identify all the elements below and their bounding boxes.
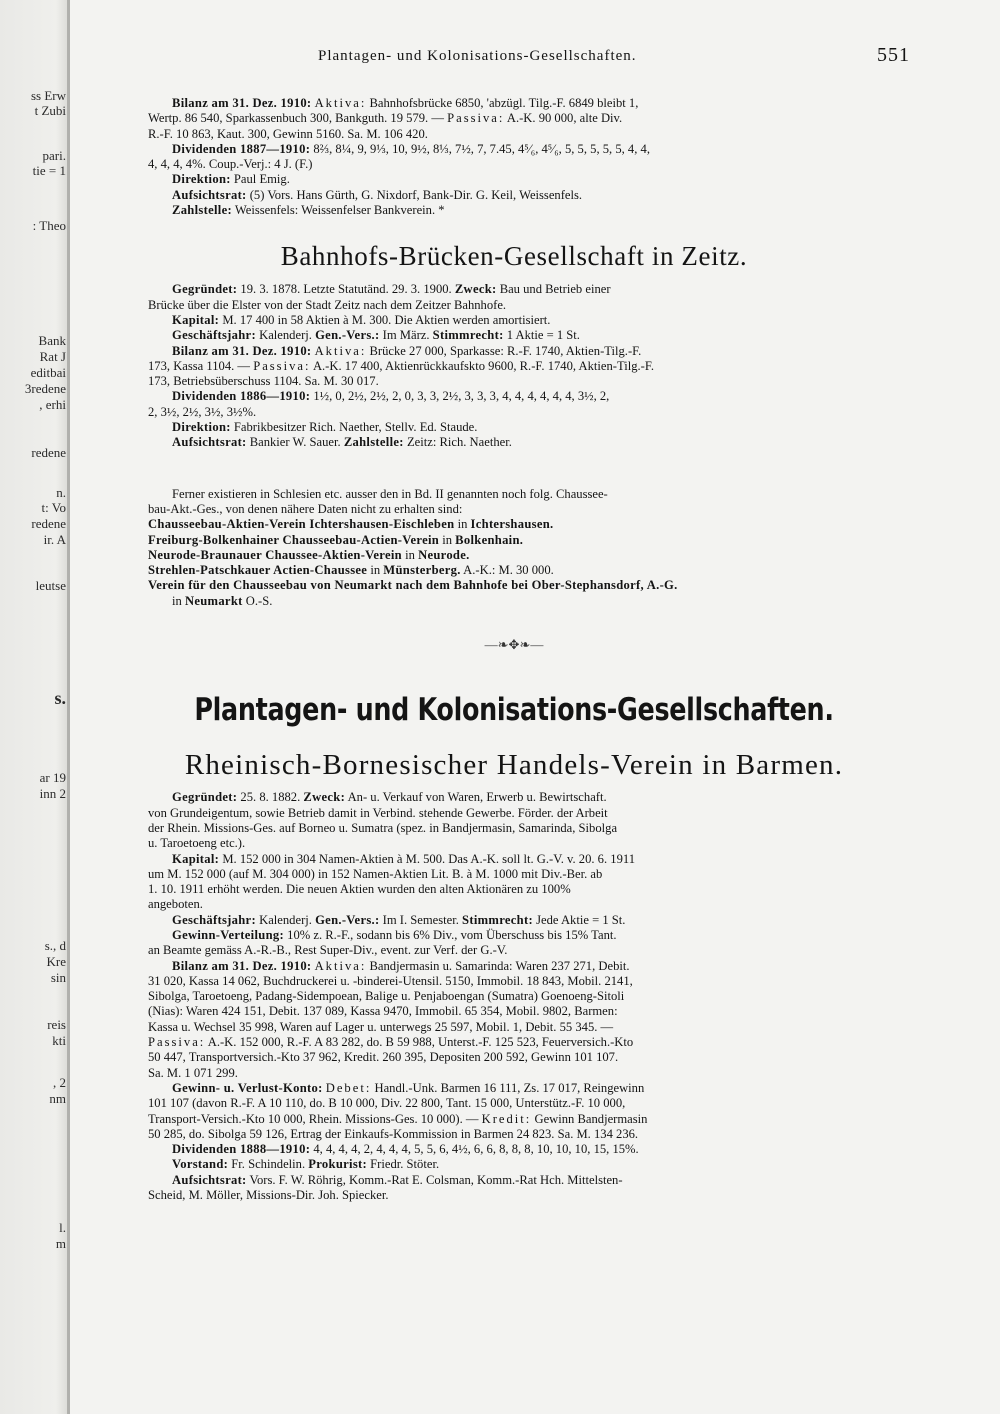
text-line: Gegründet: 25. 8. 1882. Zweck: An- u. Verkauf von Waren, Erwerb u. Bewirtschaft.: [172, 790, 607, 805]
company-heading: Rheinisch-Bornesischer Handels-Verein in Barmen.: [184, 749, 844, 782]
text-line: 173, Betriebsüberschuss 1104. Sa. M. 30 017.: [148, 374, 379, 389]
text-line: 4, 4, 4, 4%. Coup.-Verj.: 4 J. (F.): [148, 157, 313, 172]
margin-fragment: t Zubi: [34, 103, 66, 118]
text-line: in Neumarkt O.-S.: [172, 593, 273, 608]
text-line: Zahlstelle: Weissenfels: Weissenfelser Bankverein. *: [172, 203, 445, 218]
margin-fragment: , 2: [53, 1075, 66, 1090]
text-line: Sibolga, Taroetoeng, Padang-Sidempoean, Balige u. Penjaboengan (Sumatra) Goenoeng-Sitoli: [148, 989, 625, 1004]
text-line: u. Taroetoeng etc.).: [148, 836, 246, 851]
text-line: Brücke über die Elster von der Stadt Zeitz nach dem Zeitzer Bahnhofe.: [148, 297, 507, 312]
text-line: 50 447, Transportversich.-Kto 37 962, Kredit. 260 395, Depositen 200 592, Gewinn 101 107.: [148, 1050, 619, 1065]
text-line: Bilanz am 31. Dez. 1910: Aktiva: Bandjermasin u. Samarinda: Waren 237 271, Debit.: [172, 958, 630, 973]
margin-fragment: Bank: [38, 333, 66, 348]
margin-fragment: s.: [54, 688, 66, 708]
text-line: Wertp. 86 540, Sparkassenbuch 300, Bankguth. 19 579. — Passiva: A.-K. 90 000, alte Div.: [148, 111, 623, 126]
text-line: Passiva: A.-K. 152 000, R.-F. A 83 282, do. B 59 988, Unterst.-F. 125 523, Feuerversich.-Kto: [148, 1035, 634, 1050]
text-line: Vorstand: Fr. Schindelin. Prokurist: Friedr. Stöter.: [172, 1157, 440, 1172]
text-line: 2, 3½, 2½, 3½, 3½%.: [148, 404, 257, 419]
margin-fragment: l.: [59, 1220, 66, 1235]
text-line: 50 285, do. Sibolga 59 126, Ertrag der Einkaufs-Kommission in Barmen 24 823. Sa. M. 134 236.: [148, 1126, 639, 1141]
margin-fragment: , erhi: [39, 397, 66, 412]
margin-fragment: nm: [49, 1091, 66, 1106]
text-line: (Nias): Waren 424 151, Debit. 137 089, Kassa 9470, Immobil. 65 354, Mobil. 9802, Barmen:: [148, 1004, 618, 1019]
margin-fragment: 3redene: [24, 381, 66, 396]
page-fold-shadow: [67, 0, 70, 1414]
text-line: Direktion: Paul Emig.: [172, 172, 290, 187]
text-line: Aufsichtsrat: Bankier W. Sauer. Zahlstelle: Zeitz: Rich. Naether.: [172, 435, 512, 450]
text-line: 173, Kassa 1104. — Passiva: A.-K. 17 400, Aktienrückkaufskto 9600, R.-F. 1740, Aktien-Tilg.-F.: [148, 358, 654, 373]
company-heading: Bahnhofs-Brücken-Gesellschaft in Zeitz.: [280, 241, 748, 272]
margin-fragment: tie = 1: [32, 163, 66, 178]
margin-fragment: s., d: [44, 938, 66, 953]
text-line: angeboten.: [148, 897, 203, 912]
ornament-divider: —❧✥❧—: [484, 637, 544, 653]
text-line: Kapital: M. 152 000 in 304 Namen-Aktien à M. 500. Das A.-K. soll lt. G.-V. v. 20. 6. 1911: [172, 851, 635, 866]
margin-fragment: inn 2: [39, 786, 66, 801]
margin-fragment: sin: [50, 970, 66, 985]
text-line: bau-Akt.-Ges., von denen nähere Daten nicht zu erhalten sind:: [148, 501, 463, 516]
chaussee-list: [148, 487, 910, 609]
text-line: Direktion: Fabrikbesitzer Rich. Naether, Stellv. Ed. Staude.: [172, 420, 478, 435]
margin-fragment: redene: [31, 516, 66, 531]
text-line: Dividenden 1888—1910: 4, 4, 4, 4, 2, 4, 4, 4, 5, 5, 6, 4½, 6, 6, 8, 8, 8, 10, 10, 10, 15, 15%.: [172, 1142, 639, 1157]
margin-fragment: pari.: [42, 148, 66, 163]
margin-fragment: t: Vo: [41, 500, 66, 515]
text-line: Aufsichtsrat: (5) Vors. Hans Gürth, G. Nixdorf, Bank-Dir. G. Keil, Weissenfels.: [172, 187, 583, 202]
margin-fragment: ss Erw: [30, 88, 66, 103]
text-line: von Grundeigentum, sowie Betrieb damit in Verbind. stehende Gewerbe. Förder. der Arbeit: [148, 805, 608, 820]
text-line: Sa. M. 1 071 299.: [148, 1065, 238, 1080]
list-item: Chausseebau-Aktien-Verein Ichtershausen-Eischleben in Ichtershausen.: [148, 517, 554, 532]
text-line: Bilanz am 31. Dez. 1910: Aktiva: Bahnhofsbrücke 6850, 'abzügl. Tilg.-F. 6849 bleibt 1,: [172, 96, 639, 110]
list-item: Neurode-Braunauer Chaussee-Aktien-Verein in Neurode.: [148, 547, 470, 562]
text-line: R.-F. 10 863, Kaut. 300, Gewinn 5160. Sa. M. 106 420.: [148, 126, 428, 141]
margin-fragment: m: [55, 1236, 66, 1251]
entry-bahnhofs-bruecken: [148, 282, 910, 450]
section-title: Plantagen- und Kolonisations-Gesellschaften.: [194, 692, 834, 729]
margin-fragment: reis: [47, 1017, 66, 1032]
margin-fragment: Kre: [46, 954, 66, 969]
running-title: Plantagen- und Kolonisations-Gesellschaften.: [318, 48, 637, 64]
text-line: Gewinn- u. Verlust-Konto: Debet: Handl.-Unk. Barmen 16 111, Zs. 17 017, Reingewinn: [172, 1080, 645, 1095]
left-page-margin: [0, 0, 70, 1414]
text-line: Geschäftsjahr: Kalenderj. Gen.-Vers.: Im März. Stimmrecht: 1 Aktie = 1 St.: [172, 328, 580, 343]
margin-fragment: redene: [31, 445, 66, 460]
entry-rheinisch-bornesischer: [148, 790, 910, 1203]
text-line: Kapital: M. 17 400 in 58 Aktien à M. 300. Die Aktien werden amortisiert.: [172, 312, 551, 327]
text-line: Kassa u. Wechsel 35 998, Waren auf Lager u. unterwegs 25 597, Mobil. 1, Debit. 55 345. —: [148, 1019, 614, 1034]
text-line: um M. 152 000 (auf M. 304 000) in 152 Namen-Aktien Lit. B. à M. 1000 mit Div.-Ber. ab: [148, 866, 603, 881]
text-line: Scheid, M. Möller, Missions-Dir. Joh. Spiecker.: [148, 1188, 389, 1203]
page-body: [148, 96, 910, 1203]
margin-fragment: ar 19: [39, 770, 66, 785]
text-line: 31 020, Kassa 14 062, Buchdruckerei u. -binderei-Utensil. 5150, Immobil. 18 843, Mobil. 2141,: [148, 973, 633, 988]
text-line: Dividenden 1887—1910: 8⅔, 8¼, 9, 9⅓, 10, 9½, 8⅓, 7½, 7, 7.45, 4⁵⁄₆, 4⁵⁄₆, 5, 5, 5, 5, 5, 4, 4,: [172, 141, 650, 156]
margin-fragment: ir. A: [43, 532, 66, 547]
text-line: 101 107 (davon R.-F. A 10 110, do. B 10 000, Div. 22 800, Tant. 15 000, Unterstütz.-F. 10 000,: [148, 1096, 626, 1111]
page-number: 551: [877, 44, 910, 66]
list-item: Strehlen-Patschkauer Actien-Chaussee in Münsterberg. A.-K.: M. 30 000.: [148, 563, 554, 578]
text-line: an Beamte gemäss A.-R.-B., Rest Super-Div., event. zur Verf. der G.-V.: [148, 943, 508, 958]
margin-fragment: leutse: [35, 578, 66, 593]
entry-weissenfels-continued: [148, 96, 910, 218]
text-line: Dividenden 1886—1910: 1½, 0, 2½, 2½, 2, 0, 3, 3, 2½, 3, 3, 3, 4, 4, 4, 4, 4, 4, 3½, 2,: [172, 389, 610, 404]
text-line: Bilanz am 31. Dez. 1910: Aktiva: Brücke 27 000, Sparkasse: R.-F. 1740, Aktien-Tilg.-F.: [172, 343, 642, 358]
text-line: Gewinn-Verteilung: 10% z. R.-F., sodann bis 6% Div., vom Überschuss bis 15% Tant.: [172, 927, 617, 942]
margin-fragment: : Theo: [32, 218, 66, 233]
list-item: Verein für den Chausseebau von Neumarkt nach dem Bahnhofe bei Ober-Stephansdorf, A.-G.: [148, 578, 678, 593]
text-line: Ferner existieren in Schlesien etc. ausser den in Bd. II genannten noch folg. Chaussee-: [172, 486, 608, 501]
margin-fragment: Rat J: [39, 349, 66, 364]
text-line: Transport-Versich.-Kto 10 000, Rhein. Missions-Ges. 10 000). — Kredit: Gewinn Bandjermasin: [148, 1111, 648, 1126]
text-line: Gegründet: 19. 3. 1878. Letzte Statutänd. 29. 3. 1900. Zweck: Bau und Betrieb einer: [172, 282, 611, 297]
margin-fragment: editbai: [30, 365, 66, 380]
margin-fragment: kti: [52, 1033, 66, 1048]
list-item: Freiburg-Bolkenhainer Chausseebau-Actien-Verein in Bolkenhain.: [148, 532, 524, 547]
text-line: Aufsichtsrat: Vors. F. W. Röhrig, Komm.-Rat E. Colsman, Komm.-Rat Hch. Mittelsten-: [172, 1172, 623, 1187]
running-header: [118, 44, 910, 72]
text-line: 1. 10. 1911 erhöht werden. Die neuen Aktien wurden den alten Aktionären zu 100%: [148, 882, 571, 897]
text-line: der Rhein. Missions-Ges. auf Borneo u. Sumatra (spez. in Bandjermasin, Samarinda, Sibolga: [148, 820, 618, 835]
text-line: Geschäftsjahr: Kalenderj. Gen.-Vers.: Im I. Semester. Stimmrecht: Jede Aktie = 1 St.: [172, 912, 626, 927]
margin-fragment: n.: [56, 485, 66, 500]
